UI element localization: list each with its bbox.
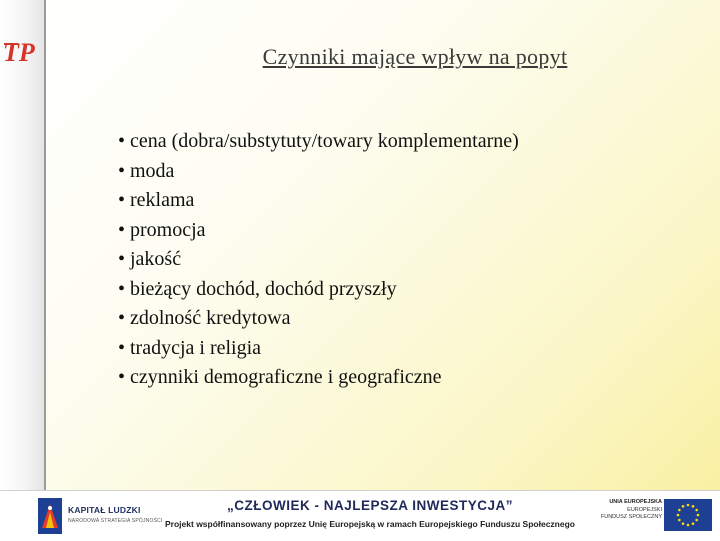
eu-flag-icon: [664, 499, 712, 531]
tp-logo-text: TP: [3, 38, 35, 67]
kapital-ludzki-title: KAPITAŁ LUDZKI: [68, 505, 141, 515]
bullet-item: • czynniki demograficzne i geograficzne: [118, 366, 442, 388]
eu-star-icon: [677, 514, 680, 517]
bullet-item: • promocja: [118, 218, 206, 241]
eu-label: [586, 499, 662, 522]
eu-line-2: EUROPEJSKI: [627, 506, 662, 513]
kapital-ludzki-logo-icon: [38, 498, 62, 534]
eu-star-icon: [695, 509, 698, 512]
kapital-ludzki-subtitle: NARODOWA STRATEGIA SPÓJNOŚCI: [68, 518, 163, 524]
eu-star-icon: [678, 519, 681, 522]
eu-star-icon: [687, 504, 690, 507]
footer-banner: [0, 490, 720, 541]
eu-star-icon: [697, 514, 700, 517]
slogan: „CZŁOWIEK - NAJLEPSZA INWESTYCJA”: [226, 498, 513, 513]
eu-star-icon: [692, 522, 695, 525]
bullet-item: • cena (dobra/substytuty/towary komplementarne): [118, 130, 519, 152]
bullet-item: • zdolność kredytowa: [118, 307, 291, 329]
eu-star-icon: [682, 505, 685, 508]
eu-star-icon: [682, 522, 685, 525]
eu-line-3: FUNDUSZ SPOŁECZNY: [600, 514, 662, 520]
eu-star-icon: [687, 524, 690, 527]
slide-title: Czynniki mające wpływ na popyt: [262, 44, 568, 69]
left-sidebar-bar: [0, 0, 46, 490]
eu-star-icon: [695, 519, 698, 522]
bullet-item: • bieżący dochód, dochód przyszły: [118, 277, 397, 300]
kapital-ludzki-label: [68, 505, 163, 524]
eu-star-icon: [692, 505, 695, 508]
eu-line-1: UNIA EUROPEJSKA: [609, 499, 662, 505]
bullet-item: • reklama: [118, 189, 195, 211]
bullet-list: [118, 127, 678, 393]
project-note: Projekt współfinansowany poprzez Unię Europejską w ramach Europejskiego Funduszu Społecznego: [165, 519, 575, 529]
bullet-item: • moda: [118, 159, 175, 182]
eu-star-icon: [678, 509, 681, 512]
tp-logo: [2, 36, 42, 68]
bullet-item: • tradycja i religia: [118, 336, 262, 359]
bullet-item: • jakość: [118, 248, 182, 270]
